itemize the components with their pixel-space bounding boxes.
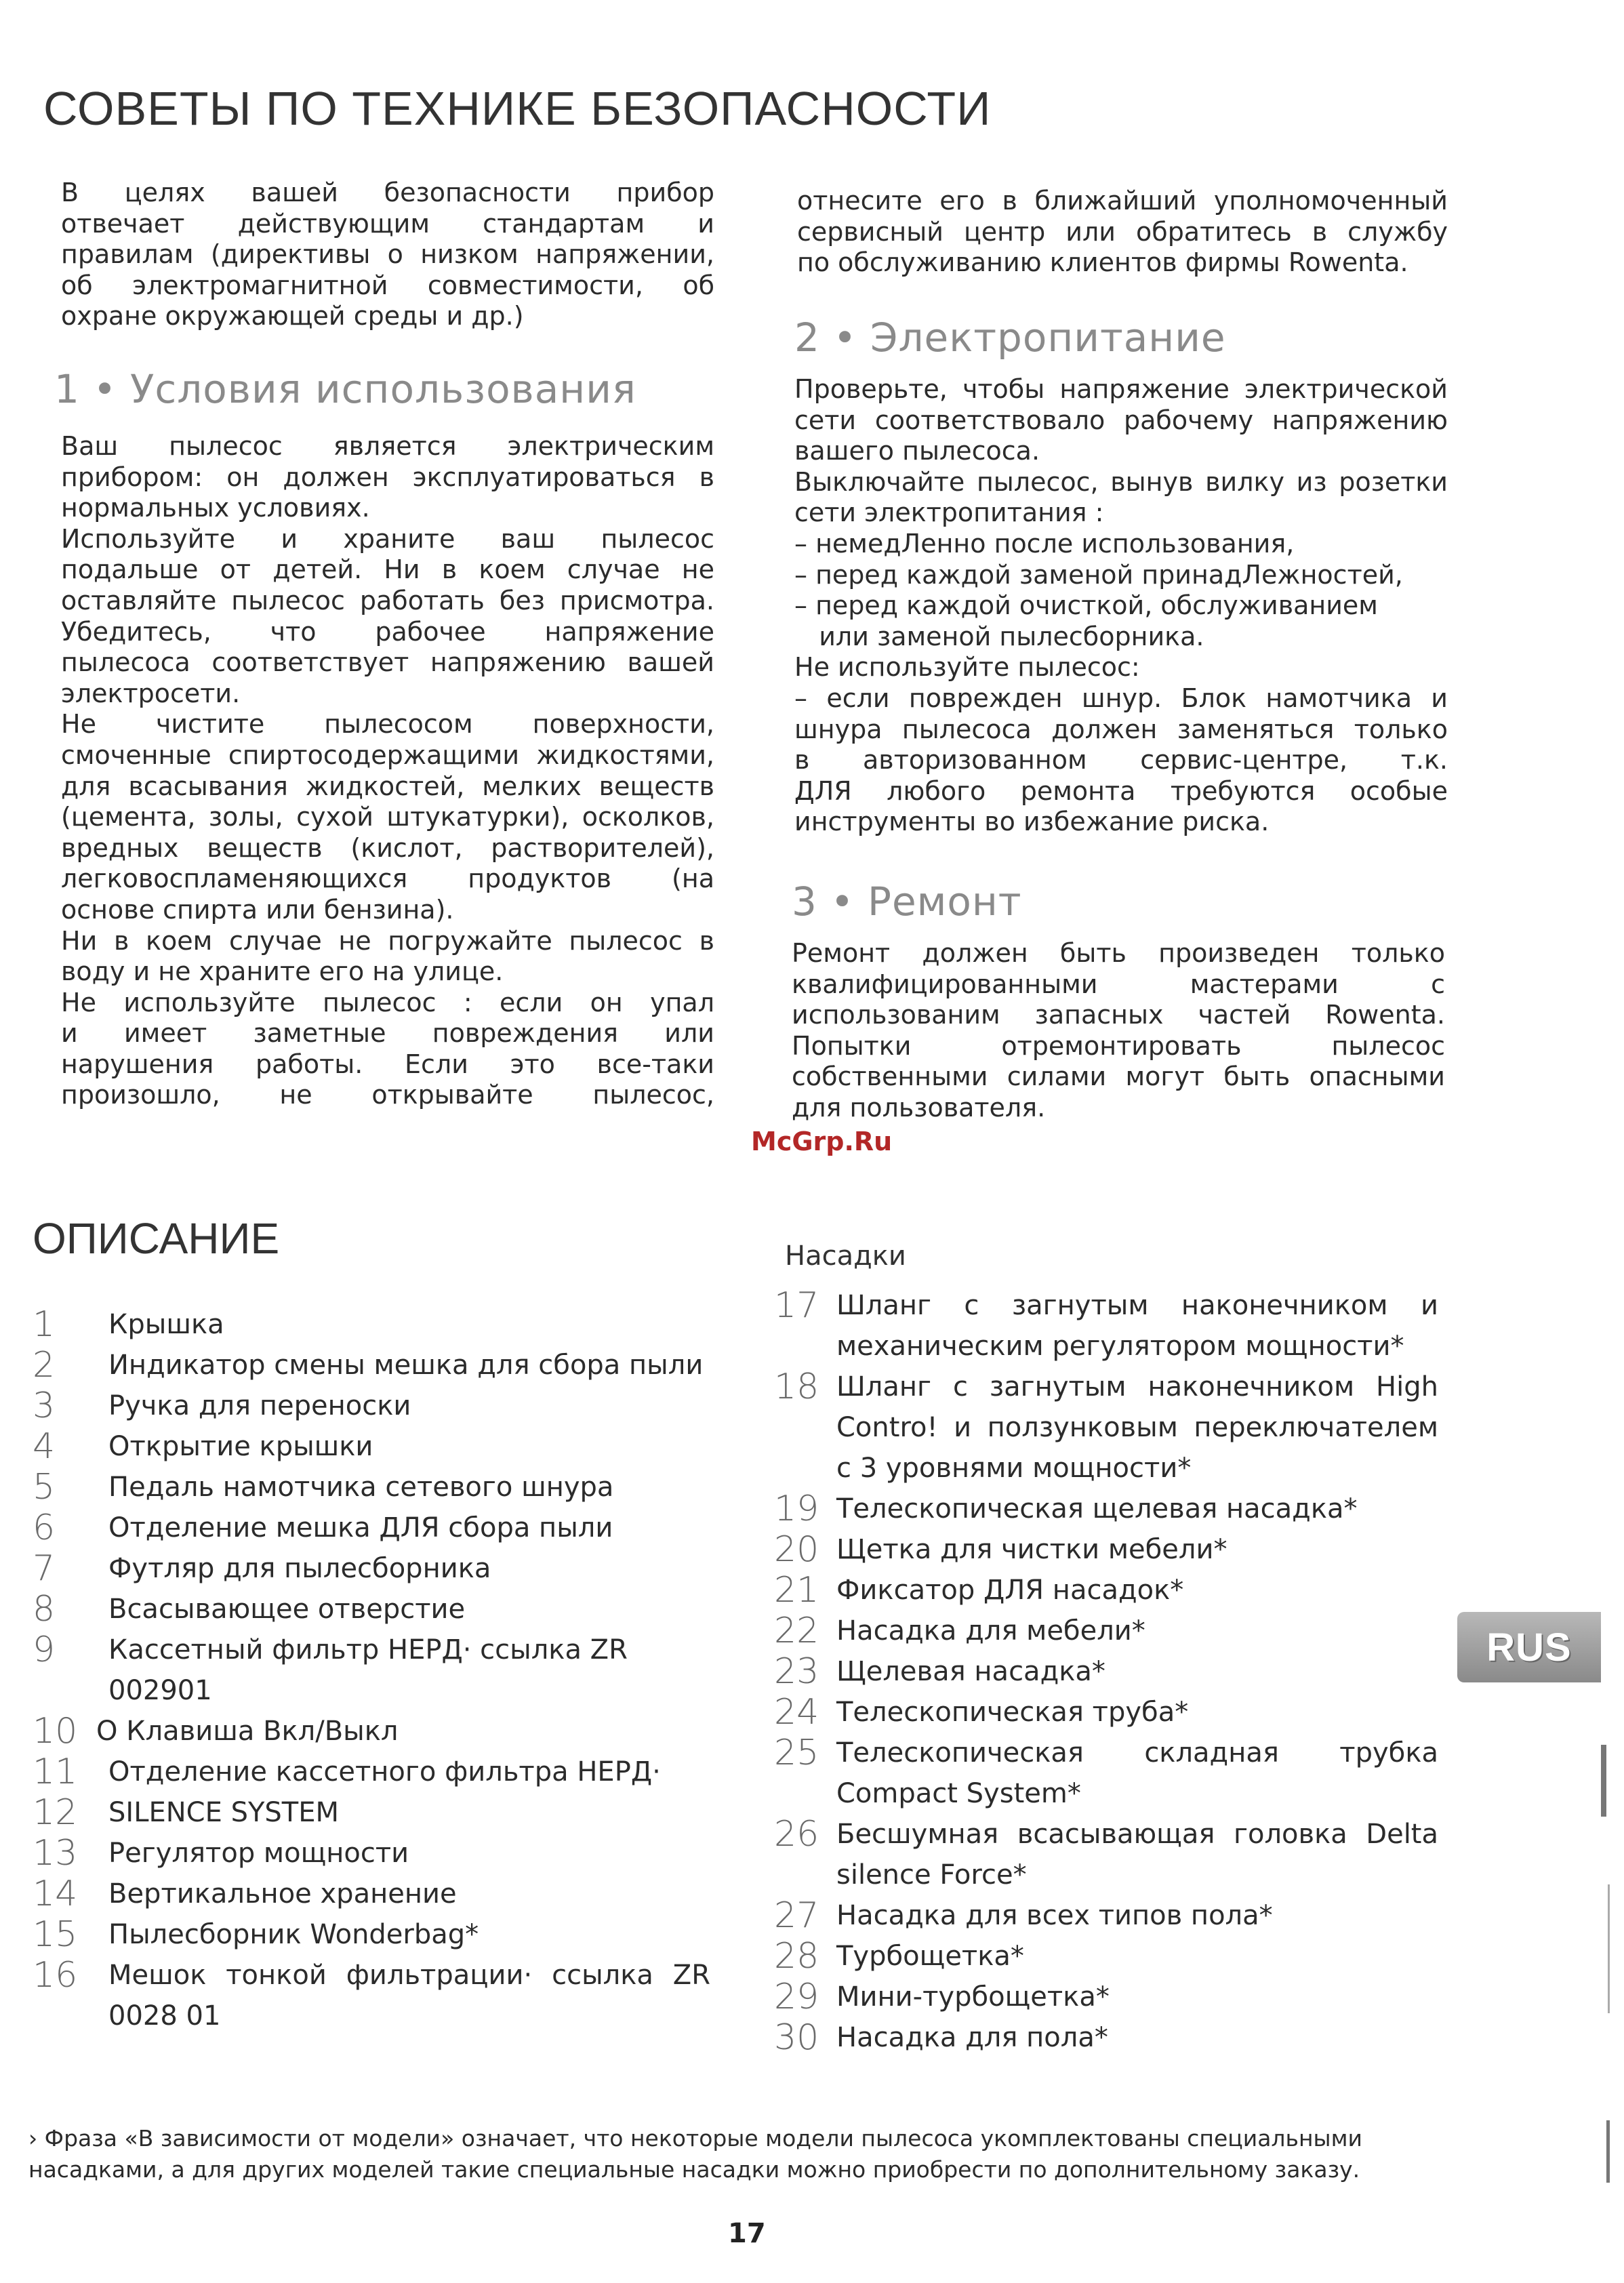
list-item: 5 Педаль намотчика сетевого шнура xyxy=(33,1467,614,1508)
list-item: 12 SILENCE SYSTEM xyxy=(33,1792,340,1833)
list-item: 7 Футляр для пылесборника xyxy=(33,1548,491,1589)
list-item: 25 Телескопическая складная трубка Compact System* xyxy=(774,1733,1438,1809)
watermark-text: McGrp.Ru xyxy=(751,1127,893,1156)
list-item: 18 Шланг с загнутым наконечником High Contro! и ползунковым переключателем с 3 уровнями мощности* xyxy=(774,1367,1438,1484)
list-item: 2 Индикатор смены мешка для сбора пыли xyxy=(33,1345,704,1386)
list-item: 15 Пылесборник Wonderbag* xyxy=(33,1914,479,1955)
attachments-label: Насадки xyxy=(785,1240,906,1272)
list-item: 29 Мини-турбощетка* xyxy=(774,1977,1110,2017)
list-item: 24 Телескопическая труба* xyxy=(774,1692,1189,1733)
list-item: 30 Насадка для пола* xyxy=(774,2017,1108,2058)
list-item: 14 Вертикальное хранение xyxy=(33,1874,457,1914)
section-3-title: 3 • Ремонт xyxy=(792,878,1022,925)
list-item: 27 Насадка для всех типов пола* xyxy=(774,1895,1273,1936)
page-title: СОВЕТЫ ПО ТЕХНИКЕ БЕЗОПАСНОСТИ xyxy=(43,82,992,135)
parts-list-left xyxy=(33,1304,710,2036)
language-badge: RUS xyxy=(1457,1612,1601,1682)
list-item: 28 Турбощетка* xyxy=(774,1936,1024,1977)
edge-mark xyxy=(1608,1884,1610,2013)
list-item: 8 Всасывающее отверстие xyxy=(33,1589,466,1630)
section-2-title: 2 • Электропитание xyxy=(794,315,1226,361)
list-item: 20 Щетка для чистки мебели* xyxy=(774,1529,1227,1570)
list-item: 4 Открытие крышки xyxy=(33,1426,373,1467)
list-item: 6 Отделение мешка ДЛЯ сбора пыли xyxy=(33,1508,613,1548)
list-item: 22 Насадка для мебели* xyxy=(774,1611,1145,1651)
section-1-title: 1 • Условия использования xyxy=(54,366,636,412)
list-item: 3 Ручка для переноски xyxy=(33,1386,411,1426)
list-item: 23 Щелевая насадка* xyxy=(774,1651,1105,1692)
section-1-body: Ваш пылесос является электрическим прибором: он должен эксплуатироваться в нормальных условиях. Используйте и храните ваш пылесос подальше от детей. Ни в коем случае не оставляйте пылесос работать без присмотра. Убедитесь, что рабочее напряжение пылесоса соответствует напряжению вашей электросети. Не чистите пылесосом поверхности, смоченные спиртосодержащими жидкостями, для всасывания жидкостей, мелких веществ (цемента, золы, сухой штукатурки), осколков, вредных веществ (кислот, растворителей), легковоспламеняющихся продуктов (на основе спирта или бензина). Ни в коем случае не погружайте пылесос в воду и не храните его на улице. Не используйте пылесос : если он упал и имеет заметные повреждения или нарушения работы. Если это все-таки произошло, не открывайте пылесос, xyxy=(61,431,714,1110)
list-item: 21 Фиксатор ДЛЯ насадок* xyxy=(774,1570,1184,1611)
description-title: ОПИСАНИЕ xyxy=(33,1214,280,1263)
list-item: 11 Отделение кассетного фильтра НЕРД· xyxy=(33,1752,661,1792)
edge-mark xyxy=(1601,1745,1606,1817)
section-3-body: Ремонт должен быть произведен только квалифицированными мастерами с использованим запасных частей Rowenta. Попытки отремонтировать пылесос собственными силами могут быть опасными для пользователя. xyxy=(792,938,1445,1123)
list-item: 9 Кассетный фильтр НЕРД· ссылка ZR 002901 xyxy=(33,1630,628,1706)
safety-intro: В целях вашей безопасности прибор отвечает действующим стандартам и правилам (директивы о низком напряжении, об электромагнитной совместимости, об охране окружающей среды и др.) xyxy=(61,178,714,331)
list-item: 13 Регулятор мощности xyxy=(33,1833,409,1874)
list-item: 19 Телескопическая щелевая насадка* xyxy=(774,1489,1358,1529)
footnote: › Фраза «В зависимости от модели» означает, что некоторые модели пылесоса укомплектованы специальными насадками, а для других моделей такие специальные насадки можно приобрести по дополнительному заказу. xyxy=(28,2125,1362,2183)
list-item: 1 Крышка xyxy=(33,1304,224,1345)
section-2-body: Проверьте, чтобы напряжение электрической сети соответствовало рабочему напряжению вашего пылесоса. Выключайте пылесос, вынув вилку из розетки сети электропитания : – немедЛенно после использования, – перед каждой заменой принадЛежностей, – перед каждой очисткой, обслуживанием или заменой пылесборника. Не используйте пылесос: – если поврежден шнур. Блок намотчика и шнура пылесоса должен заменяться только в авторизованном сервис-центре, т.к. ДЛЯ любого ремонта требуются особые инструменты во избежание риска. xyxy=(794,374,1448,837)
edge-mark xyxy=(1606,2120,1610,2183)
page-number: 17 xyxy=(728,2218,766,2249)
list-item: 10 О Клавиша Вкл/Выкл xyxy=(33,1711,399,1752)
list-item: 26 Бесшумная всасывающая головка Delta silence Force* xyxy=(774,1814,1438,1891)
section-1-continuation: отнесите его в ближайший уполномоченный сервисный центр или обратитесь в службу по обслуживанию клиентов фирмы Rowenta. xyxy=(797,186,1448,278)
list-item: 16 Мешок тонкой фильтрации· ссылка ZR 0028 01 xyxy=(33,1955,710,2032)
list-item: 17 Шланг с загнутым наконечником и механическим регулятором мощности* xyxy=(774,1285,1438,1362)
parts-list-right xyxy=(774,1285,1438,2058)
